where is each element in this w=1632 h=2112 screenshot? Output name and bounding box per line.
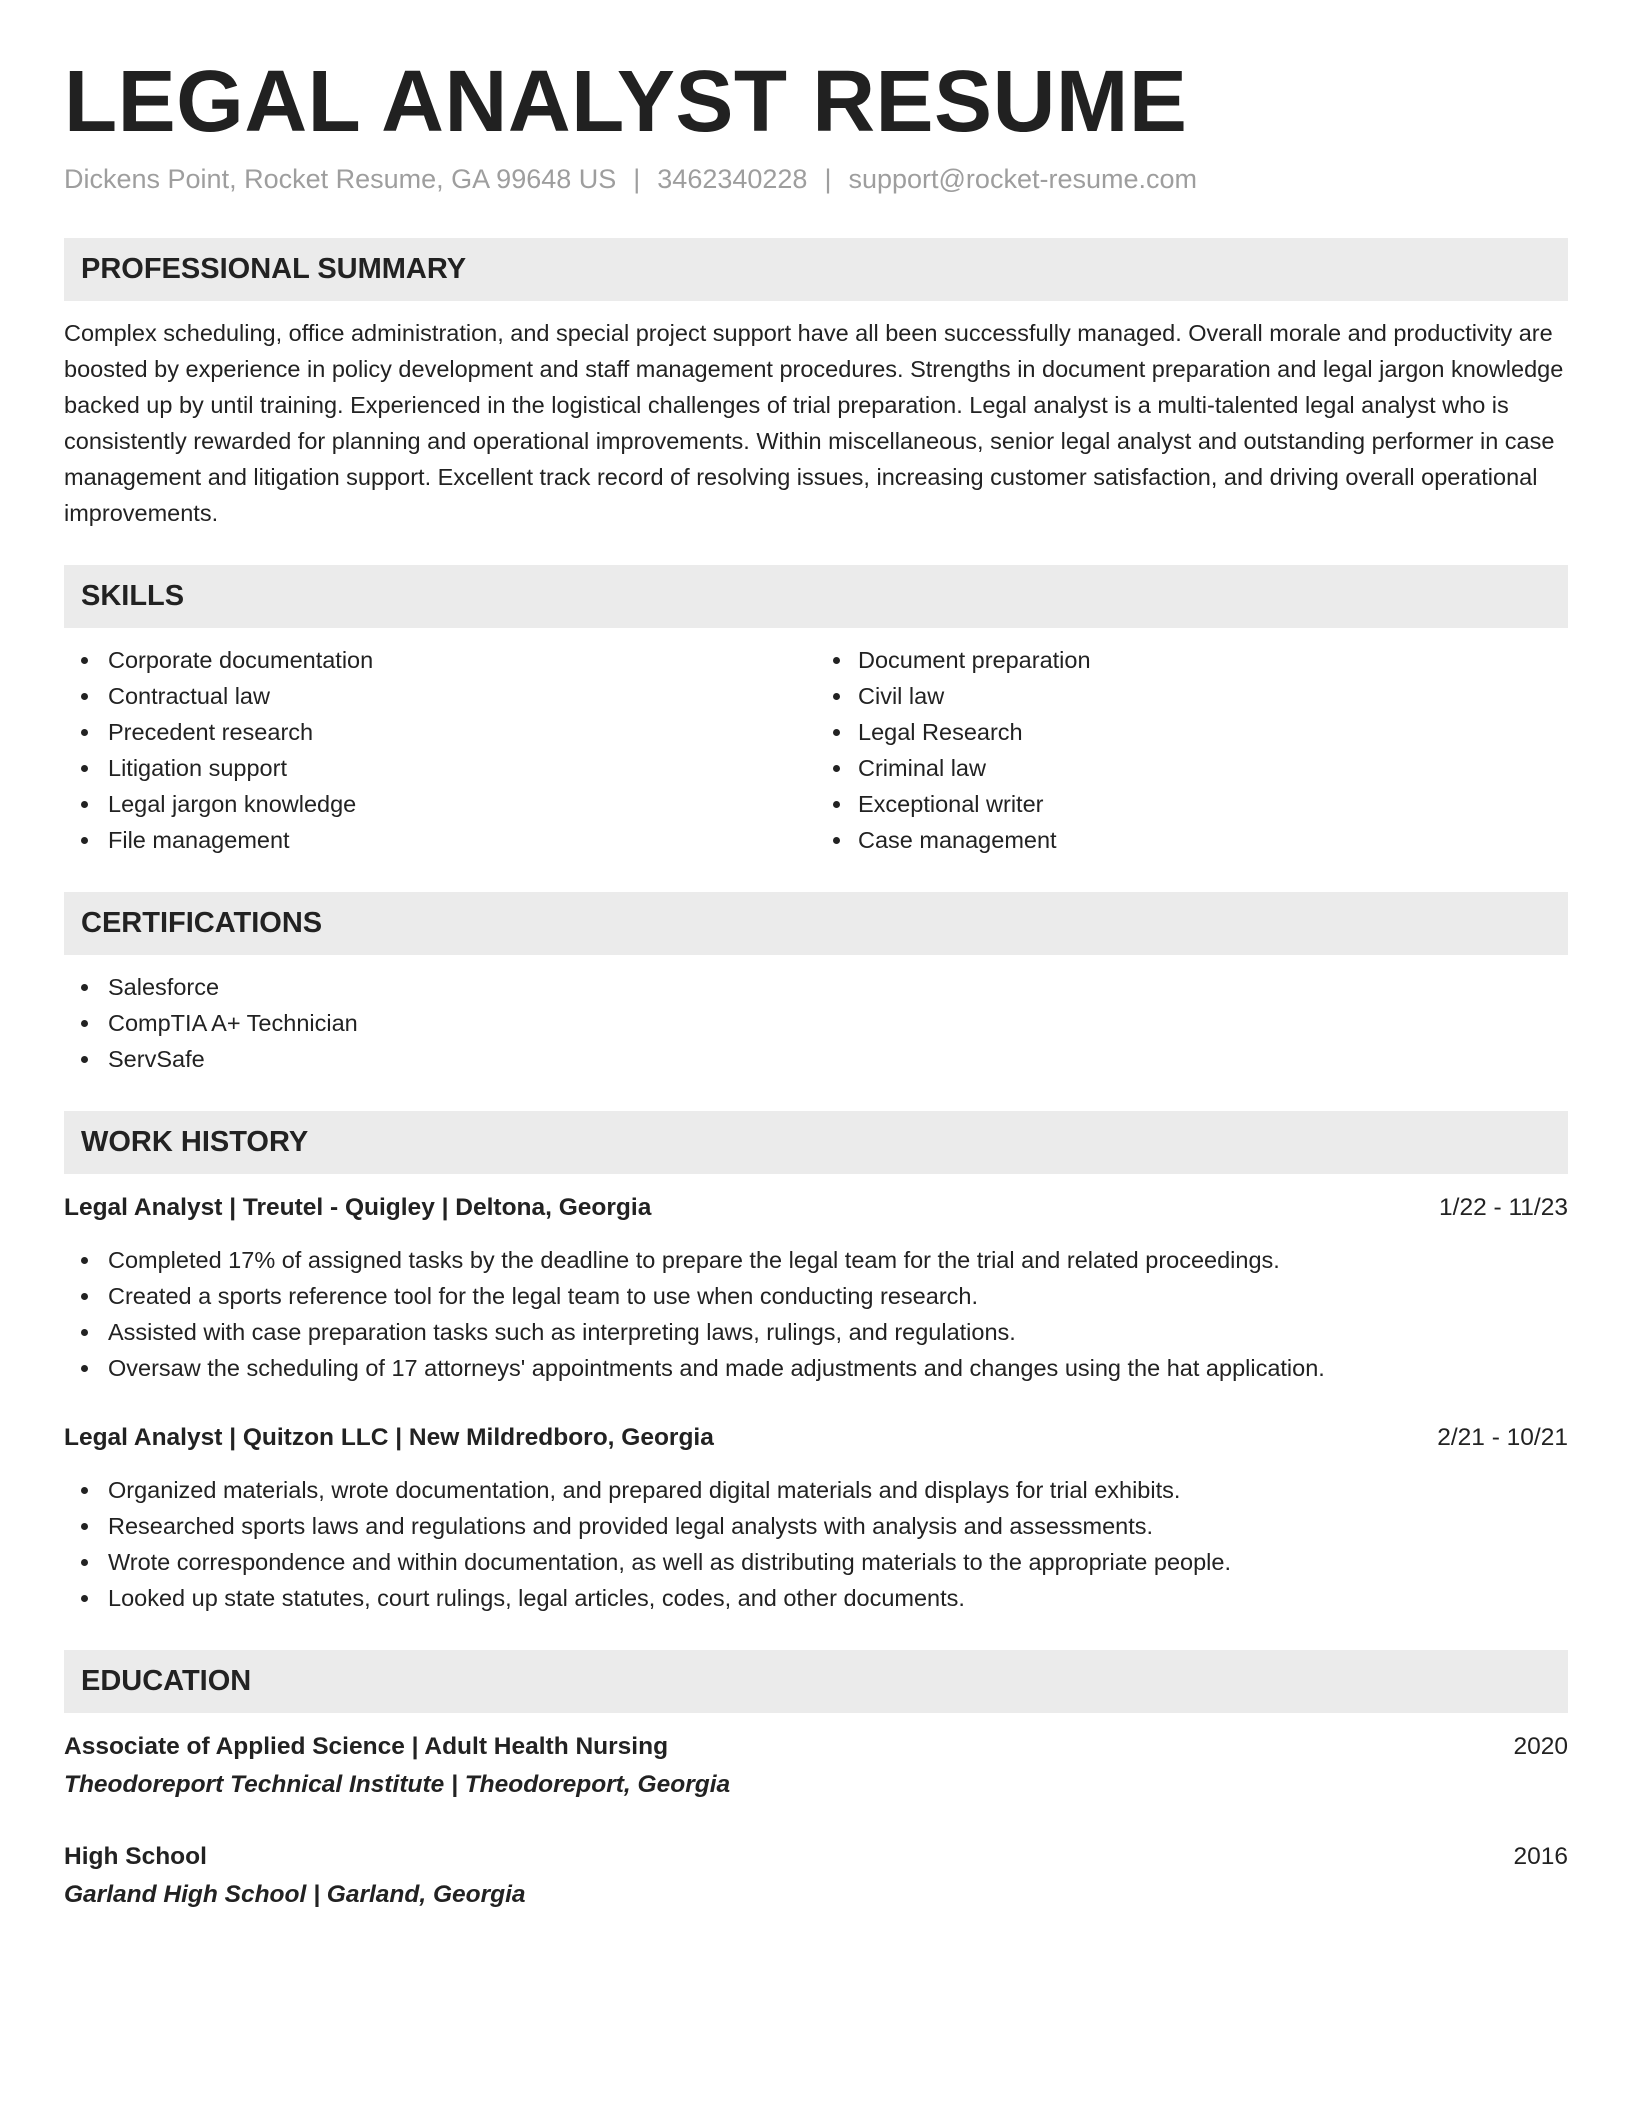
skill-item: Corporate documentation <box>64 642 816 678</box>
job-bullet: Organized materials, wrote documentation, and prepared digital materials and displays for trial exhibits. <box>64 1472 1568 1508</box>
skill-item: Case management <box>816 822 1568 858</box>
contact-email[interactable]: support@rocket-resume.com <box>848 163 1197 194</box>
contact-separator: | <box>633 163 641 194</box>
job-bullet: Created a sports reference tool for the legal team to use when conducting research. <box>64 1278 1568 1314</box>
contact-phone: 3462340228 <box>657 163 808 194</box>
skills-list <box>64 642 1568 858</box>
certification-item: CompTIA A+ Technician <box>64 1005 1568 1041</box>
work-history-heading: WORK HISTORY <box>64 1111 1568 1174</box>
summary-heading: PROFESSIONAL SUMMARY <box>64 238 1568 301</box>
certification-item: Salesforce <box>64 969 1568 1005</box>
education-header <box>64 1729 1568 1765</box>
skills-column-left <box>64 642 816 858</box>
skill-item: Legal Research <box>816 714 1568 750</box>
job-bullets <box>64 1472 1568 1616</box>
education-header <box>64 1839 1568 1875</box>
certifications-list <box>64 969 1568 1077</box>
job-bullet: Assisted with case preparation tasks such as interpreting laws, rulings, and regulations. <box>64 1314 1568 1350</box>
skill-item: Document preparation <box>816 642 1568 678</box>
skills-heading: SKILLS <box>64 565 1568 628</box>
job-entry <box>64 1190 1568 1386</box>
skills-column-right <box>816 642 1568 858</box>
skill-item: Precedent research <box>64 714 816 750</box>
education-degree: High School <box>64 1842 207 1870</box>
education-entry <box>64 1839 1568 1913</box>
skill-item: Litigation support <box>64 750 816 786</box>
job-bullet: Looked up state statutes, court rulings, legal articles, codes, and other documents. <box>64 1580 1568 1616</box>
education-school: Theodoreport Technical Institute | Theodoreport, Georgia <box>64 1770 731 1798</box>
job-header <box>64 1420 1568 1456</box>
education-year: 2016 <box>1513 1842 1568 1870</box>
skill-item: Civil law <box>816 678 1568 714</box>
job-header <box>64 1190 1568 1226</box>
summary-text: Complex scheduling, office administration, and special project support have all been successfully managed. Overall morale and productivity are boosted by experience in policy development and staff management procedures. Strengths in document preparation and legal jargon knowledge backed up by until training. Experienced in the logistical challenges of trial preparation. Legal analyst is a multi-talented legal analyst who is consistently rewarded for planning and operational improvements. Within miscellaneous, senior legal analyst and outstanding performer in case management and litigation support. Excellent track record of resolving issues, increasing customer satisfaction, and driving overall operational improvements. <box>64 319 1564 526</box>
job-bullet: Wrote correspondence and within documentation, as well as distributing materials to the appropriate people. <box>64 1544 1568 1580</box>
job-dates: 1/22 - 11/23 <box>1439 1193 1568 1221</box>
job-bullet: Completed 17% of assigned tasks by the deadline to prepare the legal team for the trial and related proceedings. <box>64 1242 1568 1278</box>
education-heading: EDUCATION <box>64 1650 1568 1713</box>
contact-separator: | <box>824 163 832 194</box>
certifications-heading: CERTIFICATIONS <box>64 892 1568 955</box>
job-entry <box>64 1420 1568 1616</box>
resume-title: LEGAL ANALYST RESUME <box>64 53 1188 150</box>
job-title: Legal Analyst | Treutel - Quigley | Deltona, Georgia <box>64 1193 652 1221</box>
job-bullet: Researched sports laws and regulations and provided legal analysts with analysis and assessments. <box>64 1508 1568 1544</box>
job-title: Legal Analyst | Quitzon LLC | New Mildredboro, Georgia <box>64 1423 714 1451</box>
contact-address: Dickens Point, Rocket Resume, GA 99648 US <box>64 163 617 194</box>
job-bullet: Oversaw the scheduling of 17 attorneys' appointments and made adjustments and changes using the hat application. <box>64 1350 1568 1386</box>
education-year: 2020 <box>1513 1732 1568 1760</box>
skill-item: Legal jargon knowledge <box>64 786 816 822</box>
skill-item: Exceptional writer <box>816 786 1568 822</box>
contact-line <box>64 164 1568 195</box>
education-entry <box>64 1729 1568 1803</box>
skill-item: Criminal law <box>816 750 1568 786</box>
job-dates: 2/21 - 10/21 <box>1437 1423 1568 1451</box>
education-school: Garland High School | Garland, Georgia <box>64 1880 526 1908</box>
skill-item: Contractual law <box>64 678 816 714</box>
certification-item: ServSafe <box>64 1041 1568 1077</box>
education-degree: Associate of Applied Science | Adult Health Nursing <box>64 1732 669 1760</box>
job-bullets <box>64 1242 1568 1386</box>
skill-item: File management <box>64 822 816 858</box>
